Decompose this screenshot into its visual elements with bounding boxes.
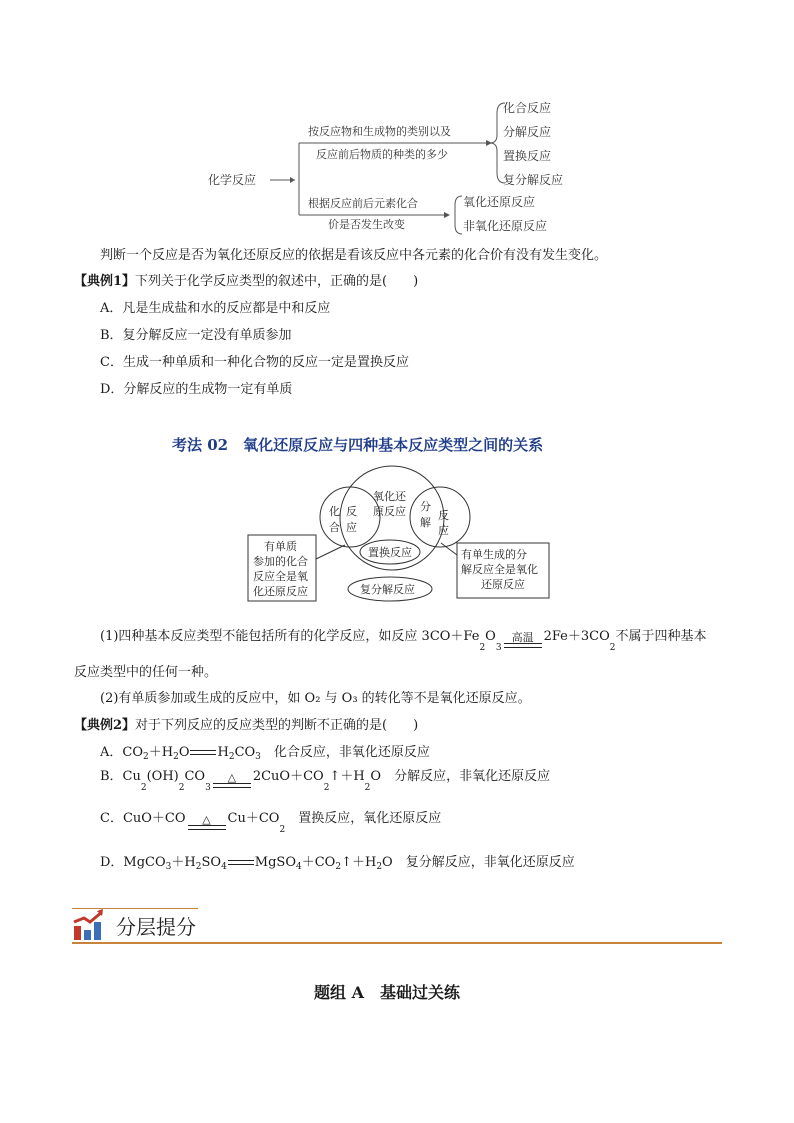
high-temp-condition: [504, 632, 542, 648]
reaction-label-right: 反: [438, 509, 449, 522]
branch1-item: 分解反应: [503, 125, 552, 139]
branch2-item: 非氧化还原反应: [463, 219, 548, 233]
reaction-label-right: 应: [438, 524, 449, 537]
branch1-criterion-1: 按反应物和生成物的类别以及: [308, 125, 451, 138]
reaction-label-left: 应: [346, 521, 357, 534]
reaction-label-left: 反: [346, 505, 357, 518]
example2-option-d: D．$MgCO_3+H_2SO_4$ $MgSO_4+CO_2↑+H_2O$ 复分解反应，非氧化还原反应: [100, 855, 575, 872]
example1-text: 下列关于化学反应类型的叙述中，正确的是( ): [135, 274, 419, 289]
example1-option-b: B．复分解反应一定没有单质参加: [100, 328, 292, 343]
right-note-line: 还原反应: [481, 578, 525, 591]
example2-option-a: A．$CO_2+H_2O$ $H_2CO_3$ 化合反应，非氧化还原反应: [100, 745, 430, 762]
judgement-paragraph: 判断一个反应是否为氧化还原反应的依据是看该反应中各元素的化合价有没有发生变化。: [100, 248, 608, 263]
example2-text: 对于下列反应的反应类型的判断不正确的是( ): [135, 718, 419, 733]
left-note-line: 反应全是氧: [253, 570, 308, 583]
bar-chart-growth-icon: [72, 908, 106, 942]
heat-condition: [188, 814, 226, 830]
example1-question: [74, 273, 418, 291]
reaction-classification-diagram: [200, 95, 590, 240]
branch1-criterion-2: 反应前后物质的种类的多少: [316, 148, 448, 161]
note1-products: 2Fe＋3CO: [543, 629, 610, 644]
combination-label: 化: [329, 505, 340, 518]
branch1-item: 化合反应: [503, 101, 552, 115]
decomposition-label: 分: [420, 500, 431, 513]
branch1-item: 置换反应: [503, 149, 552, 163]
left-note-line: 有单质: [264, 540, 297, 553]
note2: (2)有单质参加或生成的反应中，如 O₂ 与 O₃ 的转化等不是氧化还原反应。: [100, 691, 531, 706]
heat-symbol: △: [227, 771, 237, 784]
decomposition-label: 解: [420, 516, 431, 529]
option-c-type: 置换反应，氧化还原反应: [298, 811, 442, 826]
diagram-root: 化学反应: [208, 173, 257, 187]
option-a-type: 化合反应，非氧化还原反应: [273, 745, 430, 760]
high-temp-label: 高温: [511, 631, 534, 644]
banner-rule-accent: [72, 908, 198, 909]
right-note-line: 有单生成的分: [461, 548, 527, 561]
example1-option-d: D．分解反应的生成物一定有单质: [100, 382, 293, 397]
venn-diagram: [245, 465, 565, 607]
example1-option-a: A．凡是生成盐和水的反应都是中和反应: [100, 301, 331, 316]
banner-title: 分层提分: [116, 915, 196, 939]
example2-option-c: C．CuO＋CO △ Cu＋CO 2 置换反应，氧化还原反应: [100, 808, 441, 830]
branch1-item: 复分解反应: [503, 173, 564, 187]
double-decomposition-label: 复分解反应: [360, 583, 415, 596]
note1-line2: 反应类型中的任何一种。: [74, 665, 218, 680]
displacement-label: 置换反应: [368, 546, 412, 559]
note1-tail: 不属于四种基本: [615, 629, 707, 644]
example1-option-c: C．生成一种单质和一种化合物的反应一定是置换反应: [100, 355, 409, 370]
heat-condition: [213, 772, 251, 788]
right-note-line: 解反应全是氧化: [461, 563, 538, 576]
redox-label: 氧化还: [373, 490, 406, 503]
group-title: 题组 A 基础过关练: [314, 983, 460, 1002]
combination-label: 合: [329, 521, 340, 534]
note1-prefix: (1)四种基本反应类型不能包括所有的化学反应，如反应 3CO＋Fe: [100, 629, 480, 644]
example1-tag: 【典例1】: [74, 274, 136, 289]
section-title: 考法 02 氧化还原反应与四种基本反应类型之间的关系: [172, 436, 544, 454]
example2-tag: 【典例2】: [74, 718, 136, 733]
redox-label: 原反应: [373, 505, 406, 518]
left-note-line: 参加的化合: [253, 555, 308, 568]
option-d-type: 复分解反应，非氧化还原反应: [405, 855, 575, 870]
banner-rule: [72, 942, 722, 944]
banner: [72, 906, 722, 944]
branch2-criterion-2: 价是否发生改变: [328, 218, 405, 231]
left-note-line: 化还原反应: [253, 585, 308, 598]
note1-line: (1)四种基本反应类型不能包括所有的化学反应，如反应 3CO＋Fe 2 O 3 高温 2Fe＋3CO 2 不属于四种基本: [100, 626, 706, 648]
example2-option-b: B．Cu 2 (OH) 2 CO 3 △ 2CuO＋CO 2 ↑＋H 2 O 分解反应，非氧化还原反应: [100, 766, 550, 788]
option-b-type: 分解反应，非氧化还原反应: [394, 769, 551, 784]
branch2-criterion-1: 根据反应前后元素化合: [308, 197, 418, 210]
branch2-item: 氧化还原反应: [463, 195, 536, 209]
heat-symbol: △: [202, 813, 211, 826]
example2-question: [74, 717, 418, 735]
